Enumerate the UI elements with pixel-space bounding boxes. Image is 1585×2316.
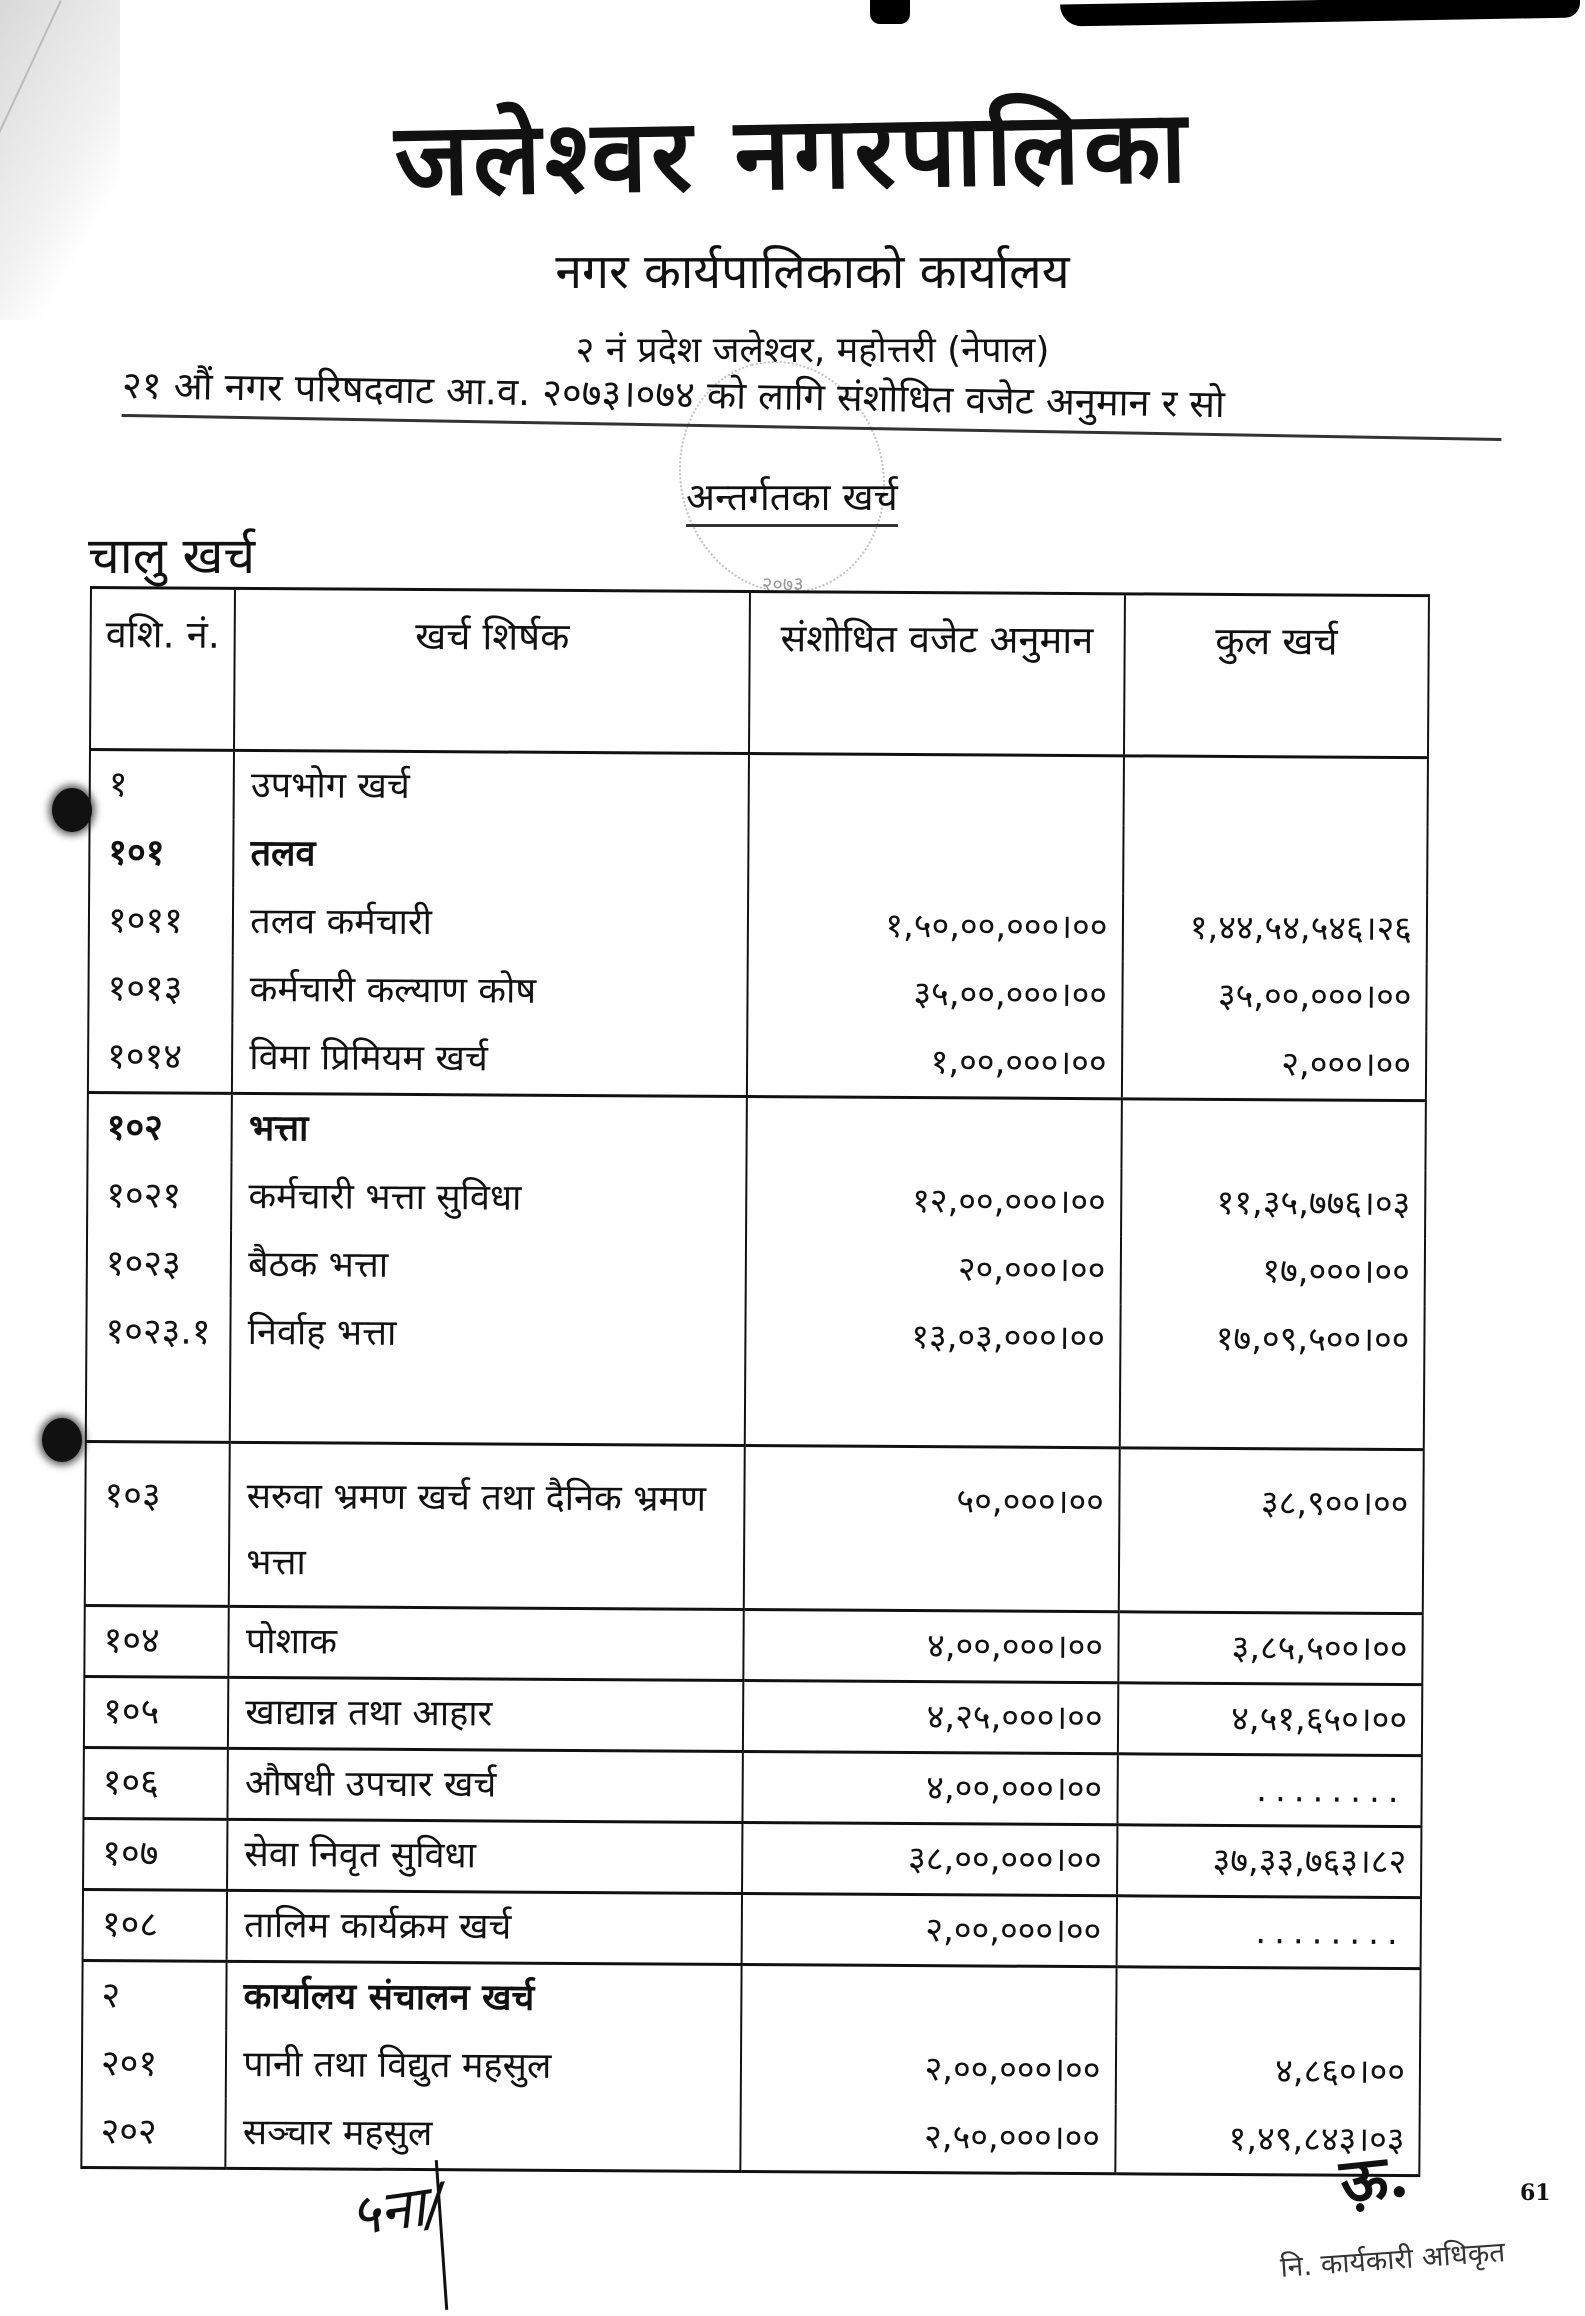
row-code: १०४ (84, 1605, 229, 1677)
row-code: २०२ (81, 2098, 226, 2168)
row-head: निर्वाह भत्ता (230, 1299, 746, 1446)
table-row (84, 1605, 1422, 1684)
row-head: औषधी उपचार खर्च (228, 1748, 743, 1822)
row-budget (746, 1097, 1121, 1169)
header-revised-budget: संशोधित वजेट अनुमान (749, 592, 1125, 756)
table-row (81, 2098, 1419, 2176)
document-heading-continued: अन्तर्गतका खर्च (686, 470, 898, 527)
row-code: १०२३ (87, 1230, 232, 1299)
row-code: २ (82, 1960, 227, 2030)
row-budget: २,००,०००।०० (741, 2034, 1116, 2104)
row-total: ३७,३३,७६३।८२ (1117, 1825, 1422, 1898)
row-total: ४,५१,६५०।०० (1117, 1683, 1422, 1756)
row-code: १०२३.१ (86, 1298, 231, 1442)
row-total: १७,०९,५००।०० (1119, 1304, 1424, 1449)
row-total: ३८,९००।०० (1118, 1448, 1423, 1614)
table-row (87, 1162, 1425, 1238)
row-budget: १३,०३,०००।०० (745, 1302, 1120, 1448)
table-row (89, 887, 1427, 963)
row-head: सञ्चार महसुल (226, 2099, 741, 2172)
row-budget: ५०,०००।०० (744, 1446, 1120, 1612)
row-head: उपभोग खर्च (234, 750, 749, 823)
signature-left: ५ना/ (346, 2171, 448, 2250)
row-total: २,०००।०० (1121, 1029, 1426, 1100)
row-total: ४,८६०।०० (1115, 2036, 1420, 2106)
row-budget: ३५,००,०००।०० (747, 959, 1122, 1029)
row-budget (749, 754, 1124, 826)
row-code: १०१४ (88, 1023, 233, 1093)
row-total (1116, 1967, 1421, 2038)
row-code: १०८ (83, 1889, 228, 1961)
row-code: १०६ (83, 1747, 228, 1819)
row-head: सेवा निवृत सुविधा (227, 1819, 742, 1893)
row-total (1123, 825, 1428, 895)
office-subtitle: नगर कार्यपालिकाको कार्यालय (555, 244, 1070, 300)
row-code: १०१ (89, 819, 234, 888)
row-total: ........ (1116, 1896, 1421, 1969)
row-total: १,४४,५४,५४६।२६ (1122, 893, 1427, 963)
table-row (87, 1230, 1425, 1306)
stamp-text: २०७३ (762, 572, 804, 596)
table-row (86, 1298, 1425, 1450)
row-code: १०११ (89, 887, 234, 956)
signatory-designation: नि. कार्यकारी अधिकृत (1279, 2235, 1507, 2284)
row-budget: ४,२५,०००।०० (743, 1681, 1118, 1754)
table-header-row (90, 588, 1429, 758)
header-expense-head: खर्च शिर्षक (234, 588, 750, 753)
row-head: कर्मचारी कल्याण कोष (233, 956, 748, 1027)
table-row (83, 1747, 1421, 1826)
header-code: वशि. नं. (90, 588, 235, 751)
table-row (83, 1889, 1421, 1968)
punch-hole (42, 1418, 82, 1462)
row-code: १०२ (87, 1092, 232, 1162)
table-row (82, 1960, 1420, 2038)
municipality-title: जलेश्वर नगरपालिका (393, 88, 1192, 219)
row-code: १०३ (85, 1441, 230, 1606)
document-heading: २१ औं नगर परिषदवाट आ.व. २०७३।०७४ को लागि संशोधित वजेट अनुमान र सो (122, 358, 1503, 441)
row-total: ३५,००,०००।०० (1122, 961, 1427, 1031)
row-head: कर्मचारी भत्ता सुविधा (231, 1163, 746, 1234)
row-head: पोशाक (229, 1606, 744, 1680)
row-code: २०१ (82, 2030, 227, 2099)
page-number: 61 (1520, 2180, 1551, 2206)
table-row (85, 1441, 1424, 1613)
row-code: १०२१ (87, 1162, 232, 1231)
row-head: सरुवा भ्रमण खर्च तथा दैनिक भ्रमण भत्ता (229, 1442, 745, 1609)
row-total (1121, 1099, 1426, 1170)
header-total-expense: कुल खर्च (1123, 594, 1428, 758)
row-total: १७,०००।०० (1120, 1236, 1425, 1306)
row-budget: ३८,००,०००।०० (742, 1823, 1117, 1896)
row-budget: २०,०००।०० (746, 1234, 1121, 1304)
row-budget (748, 823, 1123, 893)
row-head: विमा प्रिमियम खर्च (232, 1024, 747, 1097)
row-head: पानी तथा विद्युत महसुल (226, 2031, 741, 2102)
row-budget: ४,००,०००।०० (743, 1610, 1118, 1683)
row-head: तालिम कार्यक्रम खर्च (227, 1890, 742, 1964)
row-total: ........ (1117, 1754, 1422, 1827)
budget-table (80, 586, 1430, 2177)
top-scan-artifact (1060, 0, 1580, 27)
office-address: २ नं प्रदेश जलेश्वर, महोत्तरी (नेपाल) (575, 330, 1050, 371)
table-row (88, 1023, 1426, 1101)
row-budget (741, 1965, 1116, 2037)
row-code: १ (90, 750, 235, 820)
row-code: १०१३ (88, 955, 233, 1024)
row-total: ११,३५,७७६।०३ (1121, 1168, 1426, 1238)
row-head: तलव कर्मचारी (233, 888, 748, 959)
row-code: १०५ (84, 1676, 229, 1748)
row-budget: २,५०,०००।०० (740, 2102, 1115, 2174)
table-row (84, 1676, 1422, 1755)
row-head: कार्यालय संचालन खर्च (226, 1961, 741, 2034)
row-budget: २,००,०००।०० (742, 1894, 1117, 1967)
punch-hole (52, 788, 92, 832)
row-head: भत्ता (232, 1093, 747, 1166)
row-head: बैठक भत्ता (231, 1231, 746, 1302)
row-head: खाद्यान्न तथा आहार (228, 1677, 743, 1751)
row-total (1123, 756, 1428, 827)
top-ink-mark (870, 0, 910, 24)
row-total: १,४९,८४३।०३ (1115, 2104, 1420, 2175)
table-row (82, 2030, 1420, 2106)
row-budget: १,००,०००।०० (747, 1027, 1122, 1099)
row-code: १०७ (83, 1818, 228, 1890)
table-row (89, 819, 1427, 895)
table-row (90, 750, 1428, 828)
table-row (88, 955, 1426, 1031)
row-budget: १,५०,००,०००।०० (748, 891, 1123, 961)
signature-right: ऊ़. (1336, 2140, 1412, 2218)
row-budget: १२,००,०००।०० (746, 1166, 1121, 1236)
row-head: तलव (233, 820, 748, 891)
row-total: ३,८५,५००।०० (1118, 1612, 1423, 1685)
table-row (87, 1092, 1425, 1170)
row-budget: ४,००,०००।०० (742, 1752, 1117, 1825)
table-row (83, 1818, 1421, 1897)
section-label: चालु खर्च (88, 527, 256, 585)
